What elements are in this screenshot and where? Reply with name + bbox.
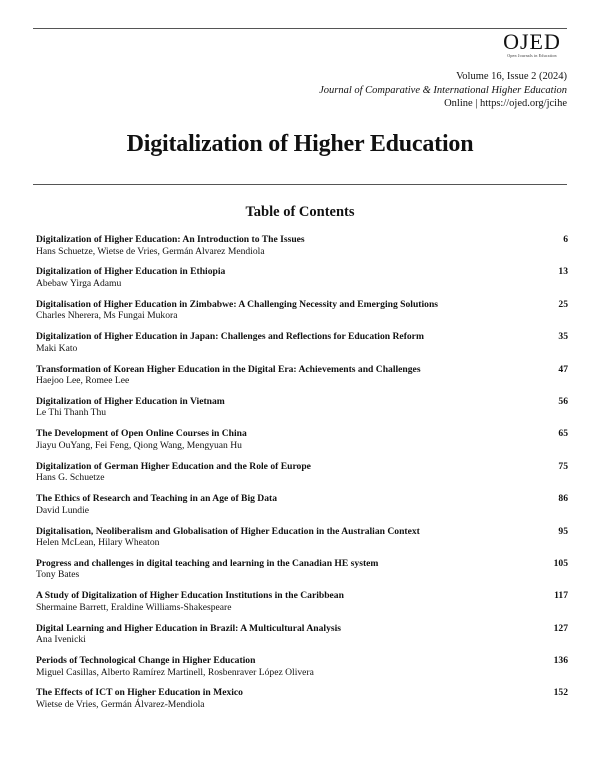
journal-logo: [497, 31, 567, 58]
toc-entry-page-number[interactable]: 95: [558, 525, 568, 537]
toc-entry[interactable]: [36, 493, 568, 525]
toc-entry-title[interactable]: A Study of Digitalization of Higher Education Institutions in the Caribbean: [36, 590, 344, 602]
logo-mark: OJED: [503, 29, 561, 54]
toc-entry[interactable]: [36, 331, 568, 363]
toc-entry-title[interactable]: Transformation of Korean Higher Education in the Digital Era: Achievements and Challenges: [36, 363, 421, 375]
toc-entry[interactable]: [36, 299, 568, 331]
toc-entry[interactable]: [36, 590, 568, 622]
toc-entry[interactable]: [36, 687, 568, 719]
toc-entry-title[interactable]: Digitalisation of Higher Education in Zimbabwe: A Challenging Necessity and Emerging Solutions: [36, 298, 439, 310]
toc-entry-title[interactable]: Progress and challenges in digital teaching and learning in the Canadian HE system: [36, 557, 379, 569]
toc-entry[interactable]: [36, 623, 568, 655]
toc-entry-authors: Shermaine Barrett, Eraldine Williams-Shakespeare: [36, 601, 232, 613]
toc-entry-title[interactable]: Digitalization of Higher Education in Japan: Challenges and Reflections for Education Reform: [36, 331, 424, 343]
toc-entry-page-number[interactable]: 75: [558, 460, 568, 472]
toc-entry-page-number[interactable]: 105: [553, 557, 568, 569]
toc-entry-authors: Wietse de Vries, Germán Álvarez-Mendiola: [36, 698, 205, 710]
journal-name: Journal of Comparative & International Higher Education: [319, 84, 567, 96]
toc-entry[interactable]: [36, 558, 568, 590]
toc-entry[interactable]: [36, 461, 568, 493]
toc-entry-page-number[interactable]: 86: [558, 493, 568, 505]
toc-entry[interactable]: [36, 364, 568, 396]
toc-entry-authors: Le Thi Thanh Thu: [36, 407, 107, 419]
toc-entry-title[interactable]: Digitalization of Higher Education: An Introduction to The Issues: [36, 234, 305, 245]
toc-entry-page-number[interactable]: 47: [558, 363, 568, 375]
toc-entry-title[interactable]: Digitalization of Higher Education in Vietnam: [36, 395, 225, 407]
toc-entry-page-number[interactable]: 65: [558, 428, 568, 440]
toc-entry-authors: Hans Schuetze, Wietse de Vries, Germán Alvarez Mendiola: [36, 245, 265, 257]
toc-entry-title[interactable]: Digital Learning and Higher Education in Brazil: A Multicultural Analysis: [36, 622, 341, 634]
toc-entry[interactable]: [36, 234, 568, 266]
toc-entry-title[interactable]: The Development of Open Online Courses in China: [36, 428, 247, 440]
toc-entry-page-number[interactable]: 136: [553, 655, 568, 667]
toc-entry[interactable]: [36, 266, 568, 298]
toc-entry-page-number[interactable]: 35: [558, 331, 568, 343]
toc-entry-authors: Haejoo Lee, Romee Lee: [36, 375, 130, 387]
toc-entry-page-number[interactable]: 152: [553, 687, 568, 699]
toc-entry[interactable]: [36, 655, 568, 687]
toc-entry-page-number[interactable]: 6: [563, 234, 568, 245]
toc-entry-authors: Jiayu OuYang, Fei Feng, Qiong Wang, Mengyuan Hu: [36, 439, 242, 451]
table-of-contents: [36, 234, 568, 720]
toc-entry[interactable]: [36, 396, 568, 428]
toc-entry-title[interactable]: Digitalization of German Higher Education and the Role of Europe: [36, 460, 311, 472]
toc-entry-title[interactable]: Periods of Technological Change in Higher Education: [36, 655, 256, 667]
online-link[interactable]: Online | https://ojed.org/jcihe: [444, 98, 567, 109]
toc-entry-authors: Hans G. Schuetze: [36, 472, 105, 484]
toc-entry-authors: Maki Kato: [36, 342, 78, 354]
page-title: Digitalization of Higher Education: [126, 131, 474, 157]
toc-heading: Table of Contents: [245, 204, 355, 220]
toc-entry-authors: Charles Nherera, Ms Fungai Mukora: [36, 310, 178, 322]
toc-entry-page-number[interactable]: 25: [558, 298, 568, 310]
toc-entry-page-number[interactable]: 13: [558, 266, 568, 278]
logo-subtext: Open Journals in Education: [507, 53, 557, 58]
toc-entry-authors: Abebaw Yirga Adamu: [36, 277, 122, 289]
journal-info: [319, 70, 567, 111]
volume-issue: Volume 16, Issue 2 (2024): [456, 71, 567, 82]
toc-entry-authors: Ana Ivenicki: [36, 634, 86, 646]
toc-entry[interactable]: [36, 526, 568, 558]
toc-entry-authors: David Lundie: [36, 504, 90, 516]
toc-entry[interactable]: [36, 428, 568, 460]
toc-entry-title[interactable]: Digitalization of Higher Education in Ethiopia: [36, 266, 226, 278]
toc-entry-title[interactable]: Digitalisation, Neoliberalism and Globalisation of Higher Education in the Australian Context: [36, 525, 420, 537]
toc-entry-authors: Miguel Casillas, Alberto Ramírez Martinell, Rosbenraver López Olivera: [36, 666, 314, 678]
toc-entry-page-number[interactable]: 127: [553, 622, 568, 634]
top-rule: [33, 28, 567, 29]
toc-entry-title[interactable]: The Ethics of Research and Teaching in an Age of Big Data: [36, 493, 278, 505]
toc-entry-authors: Helen McLean, Hilary Wheaton: [36, 537, 160, 549]
toc-entry-page-number[interactable]: 117: [554, 590, 568, 602]
toc-entry-title[interactable]: The Effects of ICT on Higher Education in Mexico: [36, 687, 243, 699]
toc-entry-page-number[interactable]: 56: [558, 395, 568, 407]
toc-entry-authors: Tony Bates: [36, 569, 80, 581]
title-rule: [33, 184, 567, 185]
